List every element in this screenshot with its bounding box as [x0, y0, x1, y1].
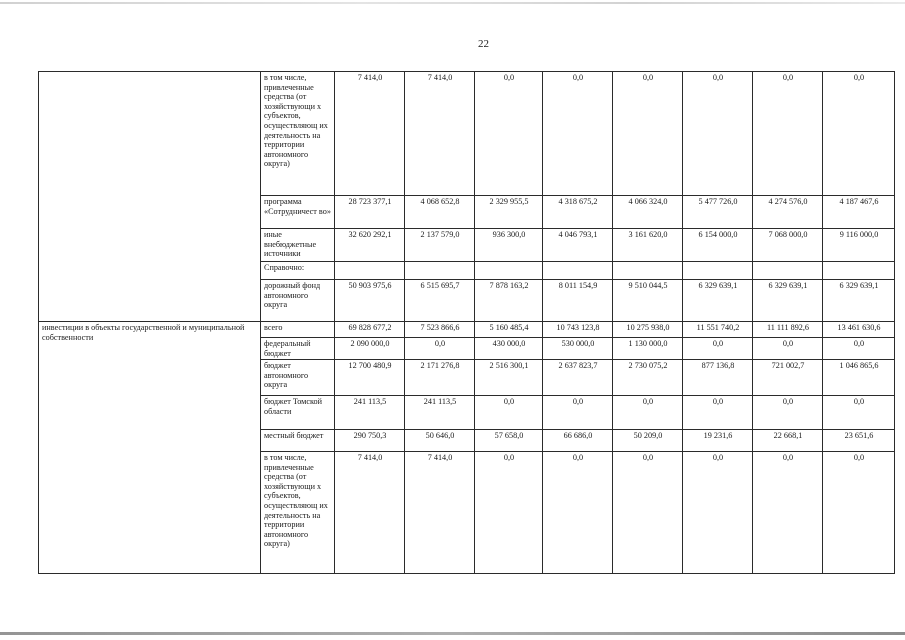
value-cell: 5 160 485,4: [475, 322, 543, 338]
value-cell: 4 274 576,0: [753, 196, 823, 229]
value-cell: 877 136,8: [683, 360, 753, 396]
source-label-cell: всего: [261, 322, 335, 338]
value-cell: 66 686,0: [543, 430, 613, 452]
value-cell: 0,0: [475, 396, 543, 430]
value-cell: 2 090 000,0: [335, 338, 405, 360]
value-cell: 530 000,0: [543, 338, 613, 360]
value-cell: 4 066 324,0: [613, 196, 683, 229]
funding-table: [38, 71, 895, 574]
table-row: [39, 322, 895, 338]
value-cell: [683, 262, 753, 280]
value-cell: 3 161 620,0: [613, 229, 683, 262]
scan-edge-bottom: [0, 632, 905, 635]
value-cell: 2 730 075,2: [613, 360, 683, 396]
value-cell: 4 318 675,2: [543, 196, 613, 229]
value-cell: 50 646,0: [405, 430, 475, 452]
source-label-cell: в том числе, привлеченные средства (от хозяйствующи х субъектов, осуществляющ их деятельность на территории автономного округа): [261, 452, 335, 574]
value-cell: 57 658,0: [475, 430, 543, 452]
value-cell: 1 046 865,6: [823, 360, 895, 396]
value-cell: 11 111 892,6: [753, 322, 823, 338]
value-cell: 6 515 695,7: [405, 280, 475, 322]
value-cell: 0,0: [475, 452, 543, 574]
value-cell: 0,0: [405, 338, 475, 360]
section-name-cell: [39, 72, 261, 322]
source-label-cell: иные внебюджетные источники: [261, 229, 335, 262]
value-cell: 0,0: [823, 452, 895, 574]
value-cell: [475, 262, 543, 280]
value-cell: 7 523 866,6: [405, 322, 475, 338]
scan-edge-top: [0, 2, 905, 4]
value-cell: 4 068 652,8: [405, 196, 475, 229]
value-cell: 6 329 639,1: [823, 280, 895, 322]
value-cell: 8 011 154,9: [543, 280, 613, 322]
value-cell: 241 113,5: [335, 396, 405, 430]
source-label-cell: федеральный бюджет: [261, 338, 335, 360]
value-cell: 0,0: [543, 72, 613, 196]
value-cell: [543, 262, 613, 280]
value-cell: 0,0: [683, 452, 753, 574]
value-cell: 23 651,6: [823, 430, 895, 452]
value-cell: 0,0: [543, 396, 613, 430]
value-cell: 0,0: [823, 72, 895, 196]
section-name-cell: инвестиции в объекты государственной и муниципальной собственности: [39, 322, 261, 574]
value-cell: 10 275 938,0: [613, 322, 683, 338]
value-cell: 6 154 000,0: [683, 229, 753, 262]
value-cell: 2 329 955,5: [475, 196, 543, 229]
value-cell: 1 130 000,0: [613, 338, 683, 360]
value-cell: 19 231,6: [683, 430, 753, 452]
value-cell: 6 329 639,1: [753, 280, 823, 322]
value-cell: 0,0: [613, 452, 683, 574]
value-cell: 7 068 000,0: [753, 229, 823, 262]
page-number: 22: [478, 38, 489, 50]
value-cell: 9 116 000,0: [823, 229, 895, 262]
source-label-cell: Справочно:: [261, 262, 335, 280]
source-label-cell: местный бюджет: [261, 430, 335, 452]
source-label-cell: бюджет автономного округа: [261, 360, 335, 396]
value-cell: 9 510 044,5: [613, 280, 683, 322]
value-cell: 0,0: [613, 72, 683, 196]
value-cell: 0,0: [753, 72, 823, 196]
value-cell: 6 329 639,1: [683, 280, 753, 322]
value-cell: 721 002,7: [753, 360, 823, 396]
value-cell: 22 668,1: [753, 430, 823, 452]
value-cell: [823, 262, 895, 280]
source-label-cell: бюджет Томской области: [261, 396, 335, 430]
value-cell: [405, 262, 475, 280]
value-cell: 7 414,0: [405, 452, 475, 574]
value-cell: 4 046 793,1: [543, 229, 613, 262]
value-cell: 2 516 300,1: [475, 360, 543, 396]
value-cell: 936 300,0: [475, 229, 543, 262]
value-cell: [753, 262, 823, 280]
value-cell: 0,0: [823, 396, 895, 430]
value-cell: [335, 262, 405, 280]
value-cell: 50 209,0: [613, 430, 683, 452]
value-cell: 241 113,5: [405, 396, 475, 430]
value-cell: 0,0: [683, 72, 753, 196]
value-cell: 0,0: [613, 396, 683, 430]
value-cell: 69 828 677,2: [335, 322, 405, 338]
value-cell: 0,0: [683, 396, 753, 430]
value-cell: 12 700 480,9: [335, 360, 405, 396]
value-cell: 11 551 740,2: [683, 322, 753, 338]
value-cell: 7 414,0: [335, 72, 405, 196]
value-cell: 2 171 276,8: [405, 360, 475, 396]
value-cell: 13 461 630,6: [823, 322, 895, 338]
value-cell: [613, 262, 683, 280]
source-label-cell: программа «Сотрудничест во»: [261, 196, 335, 229]
value-cell: 2 637 823,7: [543, 360, 613, 396]
value-cell: 7 414,0: [405, 72, 475, 196]
value-cell: 0,0: [683, 338, 753, 360]
value-cell: 0,0: [823, 338, 895, 360]
value-cell: 0,0: [753, 338, 823, 360]
value-cell: 0,0: [543, 452, 613, 574]
source-label-cell: дорожный фонд автономного округа: [261, 280, 335, 322]
source-label-cell: в том числе, привлеченные средства (от хозяйствующи х субъектов, осуществляющ их деятельность на территории автономного округа): [261, 72, 335, 196]
value-cell: 5 477 726,0: [683, 196, 753, 229]
value-cell: 0,0: [475, 72, 543, 196]
value-cell: 2 137 579,0: [405, 229, 475, 262]
value-cell: 32 620 292,1: [335, 229, 405, 262]
value-cell: 7 414,0: [335, 452, 405, 574]
value-cell: 10 743 123,8: [543, 322, 613, 338]
value-cell: 430 000,0: [475, 338, 543, 360]
value-cell: 0,0: [753, 452, 823, 574]
value-cell: 50 903 975,6: [335, 280, 405, 322]
value-cell: 28 723 377,1: [335, 196, 405, 229]
value-cell: 0,0: [753, 396, 823, 430]
value-cell: 290 750,3: [335, 430, 405, 452]
value-cell: 4 187 467,6: [823, 196, 895, 229]
table-row: [39, 72, 895, 196]
value-cell: 7 878 163,2: [475, 280, 543, 322]
